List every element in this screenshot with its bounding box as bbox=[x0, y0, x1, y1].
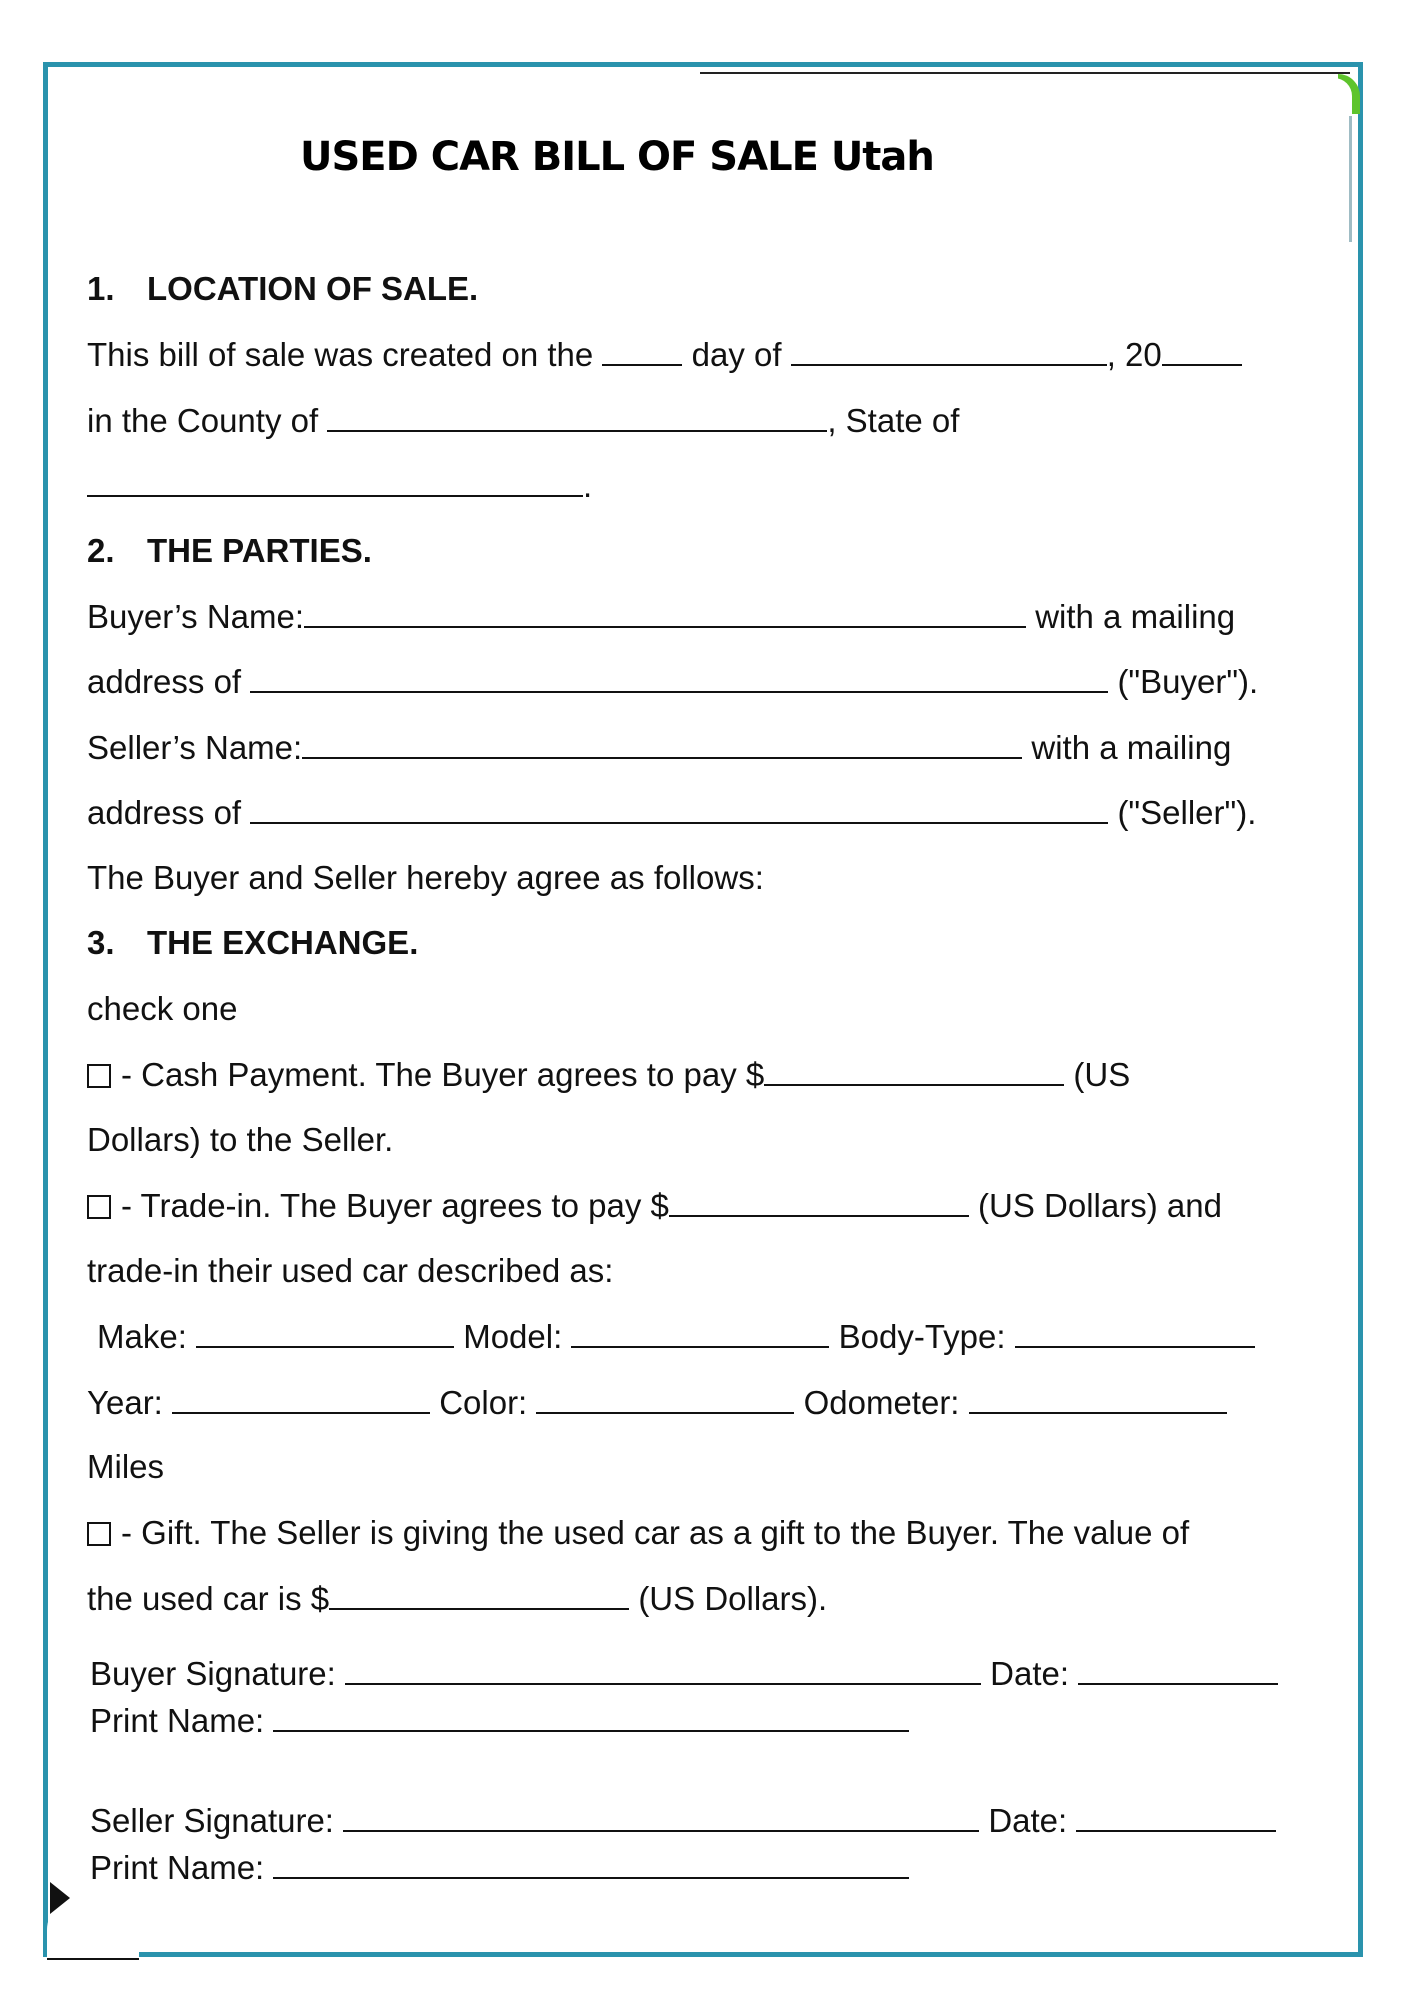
seller-address-field[interactable] bbox=[250, 792, 1108, 824]
seller-name-field[interactable] bbox=[302, 727, 1022, 759]
body-type-field[interactable] bbox=[1015, 1316, 1255, 1348]
section-number: 2. bbox=[87, 532, 115, 569]
section-number: 3. bbox=[87, 924, 115, 961]
text: ("Seller"). bbox=[1117, 794, 1257, 831]
buyer-name-field[interactable] bbox=[304, 596, 1026, 628]
trade-in-line bbox=[87, 1185, 1222, 1226]
text: Buyer Signature: bbox=[90, 1655, 336, 1692]
seller-date-field[interactable] bbox=[1076, 1800, 1276, 1832]
section-3-heading bbox=[87, 923, 418, 963]
text: Body-Type: bbox=[838, 1318, 1006, 1355]
document-title: USED CAR BILL OF SALE Utah bbox=[300, 134, 934, 180]
vehicle-details-line-2 bbox=[87, 1382, 1227, 1423]
text: - Trade-in. The Buyer agrees to pay $ bbox=[121, 1187, 669, 1224]
color-field[interactable] bbox=[536, 1382, 794, 1414]
text: Color: bbox=[439, 1384, 528, 1421]
buyer-name-line bbox=[87, 596, 1235, 637]
text: Print Name: bbox=[90, 1702, 265, 1739]
seller-print-name-line bbox=[90, 1847, 909, 1886]
year-field[interactable] bbox=[172, 1382, 430, 1414]
text: day of bbox=[691, 336, 782, 373]
buyer-signature-field[interactable] bbox=[345, 1653, 981, 1685]
cash-payment-line-2: Dollars) to the Seller. bbox=[87, 1121, 394, 1158]
text: Date: bbox=[990, 1655, 1070, 1692]
text: (US Dollars). bbox=[638, 1580, 828, 1617]
text: Print Name: bbox=[90, 1849, 265, 1886]
sale-date-line bbox=[87, 334, 1242, 375]
buyer-signature-line bbox=[90, 1653, 1278, 1692]
seller-signature-field[interactable] bbox=[343, 1800, 979, 1832]
buyer-print-name-field[interactable] bbox=[273, 1700, 909, 1732]
county-field[interactable] bbox=[327, 400, 827, 432]
section-1-heading bbox=[87, 269, 478, 309]
text: ("Buyer"). bbox=[1117, 663, 1259, 700]
seller-address-line bbox=[87, 792, 1256, 833]
text: address of bbox=[87, 663, 242, 700]
text: Seller’s Name: bbox=[87, 729, 303, 766]
text: with a mailing bbox=[1031, 729, 1232, 766]
agreement-line: The Buyer and Seller hereby agree as follows: bbox=[87, 859, 764, 896]
text: Year: bbox=[87, 1384, 163, 1421]
odometer-field[interactable] bbox=[969, 1382, 1227, 1414]
top-rule bbox=[700, 72, 1350, 74]
cash-amount-field[interactable] bbox=[764, 1054, 1064, 1086]
cash-payment-checkbox[interactable] bbox=[87, 1064, 111, 1088]
section-title: THE EXCHANGE. bbox=[147, 924, 419, 961]
text: Buyer’s Name: bbox=[87, 598, 305, 635]
gift-line bbox=[87, 1513, 1189, 1553]
text: Date: bbox=[988, 1802, 1068, 1839]
section-title: LOCATION OF SALE. bbox=[147, 270, 479, 307]
triangle-marker-icon bbox=[50, 1882, 70, 1914]
state-line bbox=[87, 465, 592, 506]
text: - Gift. The Seller is giving the used car as a gift to the Buyer. The value of bbox=[121, 1514, 1190, 1551]
text: Make: bbox=[97, 1318, 187, 1355]
gift-value-field[interactable] bbox=[329, 1578, 629, 1610]
text: , 20 bbox=[1106, 336, 1162, 373]
text: , State of bbox=[827, 402, 960, 439]
cash-payment-line bbox=[87, 1054, 1130, 1095]
text: the used car is $ bbox=[87, 1580, 330, 1617]
text: - Cash Payment. The Buyer agrees to pay $ bbox=[121, 1056, 765, 1093]
trade-in-checkbox[interactable] bbox=[87, 1195, 111, 1219]
vehicle-details-line-1 bbox=[97, 1316, 1255, 1357]
text: with a mailing bbox=[1035, 598, 1236, 635]
make-field[interactable] bbox=[196, 1316, 454, 1348]
buyer-address-line bbox=[87, 661, 1258, 702]
month-field[interactable] bbox=[791, 334, 1107, 366]
text: (US Dollars) and bbox=[978, 1187, 1222, 1224]
text: (US bbox=[1073, 1056, 1131, 1093]
check-one-label: check one bbox=[87, 990, 238, 1027]
trade-in-line-2: trade-in their used car described as: bbox=[87, 1252, 614, 1289]
text: Odometer: bbox=[803, 1384, 960, 1421]
text: . bbox=[583, 467, 593, 504]
state-field[interactable] bbox=[87, 465, 583, 497]
text: This bill of sale was created on the bbox=[87, 336, 594, 373]
county-line bbox=[87, 400, 959, 441]
seller-print-name-field[interactable] bbox=[273, 1847, 909, 1879]
buyer-print-name-line bbox=[90, 1700, 909, 1739]
trade-amount-field[interactable] bbox=[669, 1185, 969, 1217]
text: address of bbox=[87, 794, 242, 831]
buyer-date-field[interactable] bbox=[1078, 1653, 1278, 1685]
section-2-heading bbox=[87, 531, 372, 571]
miles-label: Miles bbox=[87, 1448, 165, 1485]
section-title: THE PARTIES. bbox=[147, 532, 372, 569]
model-field[interactable] bbox=[571, 1316, 829, 1348]
section-number: 1. bbox=[87, 270, 115, 307]
gift-line-2 bbox=[87, 1578, 827, 1619]
year-field[interactable] bbox=[1162, 334, 1242, 366]
buyer-address-field[interactable] bbox=[250, 661, 1108, 693]
seller-name-line bbox=[87, 727, 1231, 768]
gift-checkbox[interactable] bbox=[87, 1522, 111, 1546]
day-field[interactable] bbox=[602, 334, 682, 366]
seller-signature-line bbox=[90, 1800, 1276, 1839]
text: in the County of bbox=[87, 402, 319, 439]
text: Model: bbox=[463, 1318, 563, 1355]
text: Seller Signature: bbox=[90, 1802, 334, 1839]
